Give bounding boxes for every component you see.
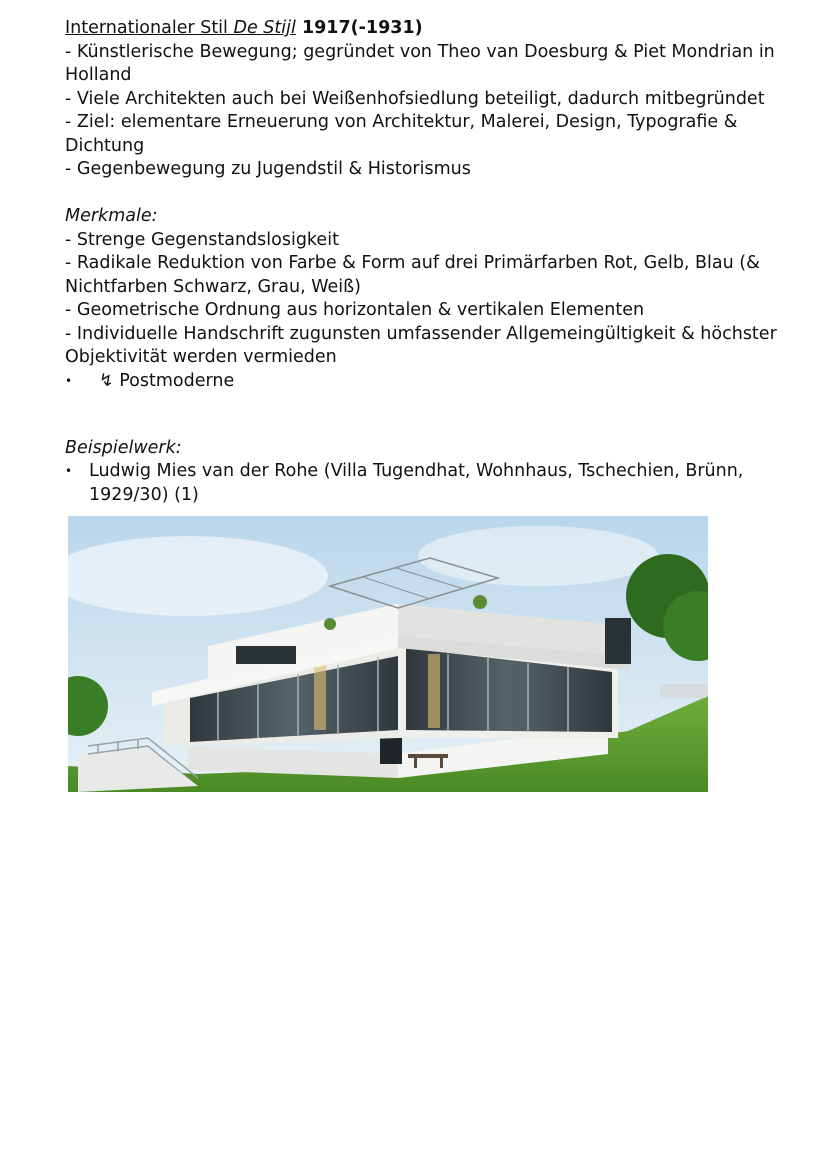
intro-line-3: - Ziel: elementare Erneuerung von Architektur, Malerei, Design, Typografie & Dichtung [65, 112, 738, 156]
merkmale-bullet [65, 370, 800, 394]
merkmale-item-4: - Individuelle Handschrift zugunsten umfassender Allgemeingültigkeit & höchster Objektivität werden vermieden [65, 323, 777, 367]
villa-photo [68, 516, 708, 792]
bullet-dot-icon: • [65, 464, 73, 478]
intro-line-1: - Künstlerische Bewegung; gegründet von Theo van Doesburg & Piet Mondrian in Holland [65, 41, 775, 85]
beispiel-item-text: Ludwig Mies van der Rohe (Villa Tugendhat, Wohnhaus, Tschechien, Brünn, 1929/30) (1) [89, 461, 744, 505]
bullet-dot-icon: • [65, 373, 73, 388]
merkmale-heading: Merkmale: [65, 206, 158, 226]
title-style: Internationaler Stil [65, 18, 234, 38]
merkmale-item-3: - Geometrische Ordnung aus horizontalen & vertikalen Elementen [65, 300, 645, 320]
title-dates: 1917(-1931) [295, 18, 423, 38]
merkmale-bullet-text: ↯ Postmoderne [99, 370, 235, 391]
title-movement: De Stijl [233, 18, 296, 38]
merkmale-item-1: - Strenge Gegenstandslosigkeit [65, 229, 339, 250]
beispiel-heading: Beispielwerk: [65, 437, 182, 458]
spacer [65, 393, 800, 417]
document-body [65, 17, 800, 507]
spacer [65, 417, 800, 437]
villa-illustration [68, 516, 708, 792]
merkmale-item-2: - Radikale Reduktion von Farbe & Form auf drei Primärfarben Rot, Gelb, Blau (& Nichtfarben Schwarz, Grau, Weiß) [65, 253, 760, 297]
intro-line-2: - Viele Architekten auch bei Weißenhofsiedlung beteiligt, dadurch mitbegründet [65, 88, 765, 109]
spacer [65, 182, 800, 206]
beispiel-item [65, 460, 800, 507]
page-title [65, 17, 800, 41]
intro-line-4: - Gegenbewegung zu Jugendstil & Historismus [65, 159, 471, 179]
